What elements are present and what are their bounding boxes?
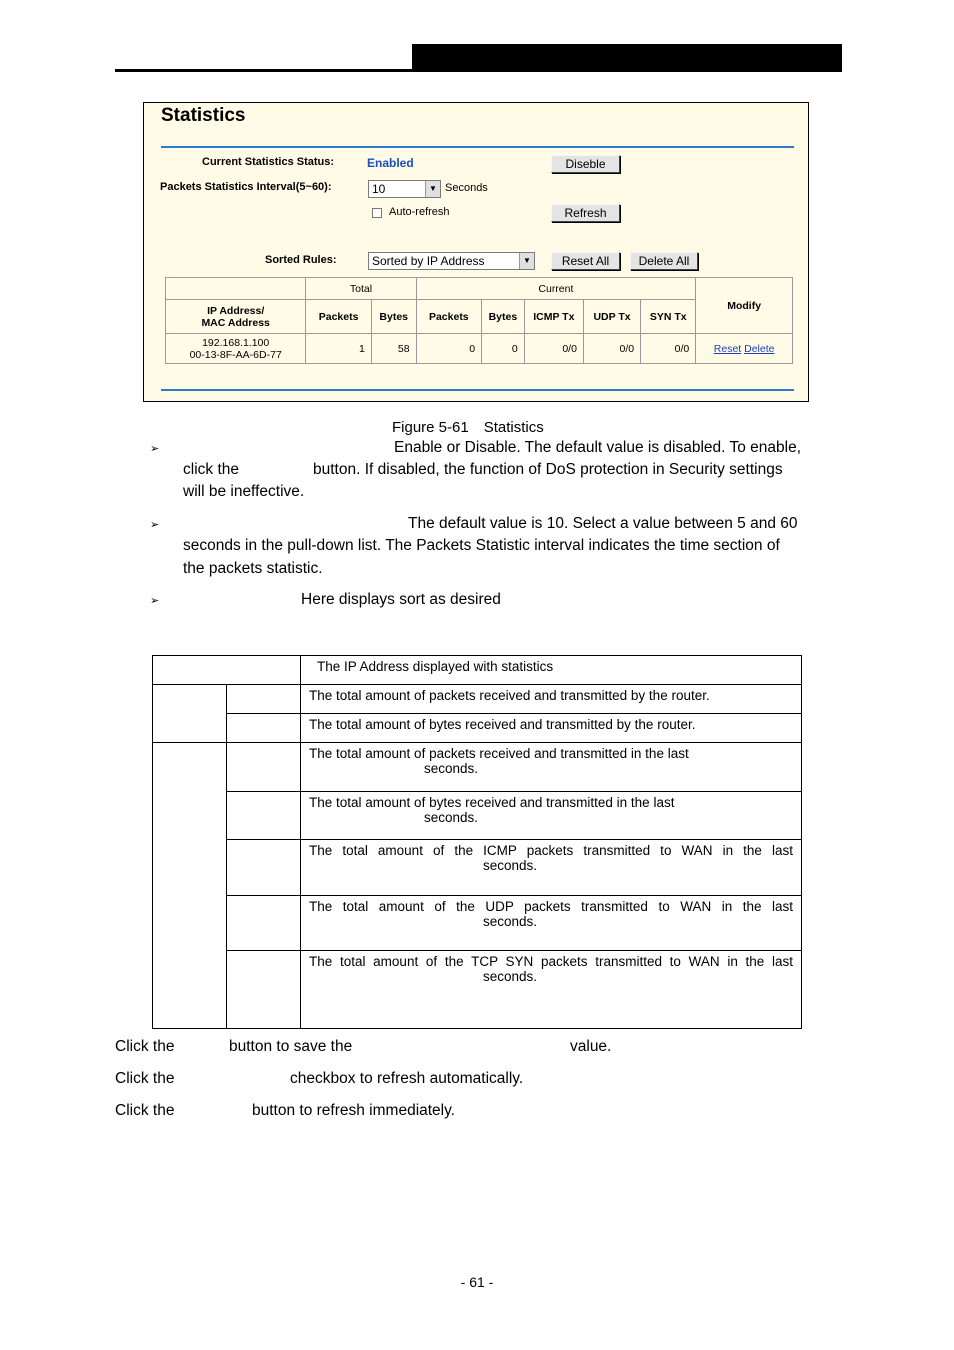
panel-title: Statistics [161, 105, 246, 126]
bullet-arrow-icon: ➢ [150, 443, 160, 455]
ip-header-line2: MAC Address [201, 316, 270, 329]
bottom-divider [161, 389, 794, 391]
udp-tx-header: UDP Tx [583, 300, 640, 334]
desc-key-icmp [227, 840, 301, 895]
desc-total-packets: The total amount of packets received and transmitted by the router. [301, 685, 802, 714]
delete-all-button[interactable]: Delete All [630, 252, 698, 270]
header-black-bar [412, 44, 842, 72]
desc-current-packets-l2: seconds. [424, 761, 479, 777]
desc-syn-l2: seconds. [483, 968, 538, 984]
auto-refresh-checkbox[interactable] [372, 208, 382, 218]
sorted-rules-value: Sorted by IP Address [372, 254, 485, 268]
ip-header-line1: IP Address/ [207, 304, 265, 317]
click1-b: button to save the [229, 1038, 353, 1055]
interval-select[interactable] [368, 180, 441, 198]
interval-unit: Seconds [445, 182, 488, 194]
total-bytes-cell: 58 [371, 334, 416, 364]
click1-c: value. [570, 1038, 612, 1055]
desc-ip: The IP Address displayed with statistics [301, 656, 802, 685]
current-packets-cell: 0 [416, 334, 482, 364]
desc-udp-l2: seconds. [483, 913, 538, 929]
desc-total-bytes: The total amount of bytes received and transmitted by the router. [301, 714, 802, 743]
para1-line1: Enable or Disable. The default value is disabled. To enable, [394, 439, 802, 456]
total-packets-cell: 1 [306, 334, 372, 364]
udp-tx-cell: 0/0 [583, 334, 640, 364]
figure-caption: Figure 5-61 Statistics [392, 419, 544, 436]
para1-line3: will be ineffective. [183, 483, 305, 500]
reset-link[interactable]: Reset [713, 342, 742, 355]
para1-line2a: click the [183, 461, 239, 478]
sorted-rules-label: Sorted Rules: [265, 254, 337, 266]
blank-header-cell [166, 278, 306, 300]
desc-icmp [301, 840, 802, 895]
current-bytes-cell: 0 [482, 334, 525, 364]
reset-all-button[interactable]: Reset All [551, 252, 620, 270]
para3-line1: Here displays sort as desired [301, 591, 501, 608]
desc-key-ip [153, 656, 301, 685]
table-row [166, 334, 793, 364]
desc-syn-l1: The total amount of the TCP SYN packets transmitted to WAN in the last [309, 953, 793, 969]
desc-icmp-l1: The total amount of the ICMP packets transmitted to WAN in the last [309, 843, 793, 859]
ip-mac-cell [166, 334, 306, 364]
sorted-rules-select[interactable] [368, 252, 535, 270]
desc-group-current [153, 743, 227, 1029]
delete-link[interactable]: Delete [744, 342, 775, 355]
click2-b: checkbox to refresh automatically. [290, 1070, 524, 1087]
click1-a: Click the [115, 1038, 175, 1055]
current-status-label: Current Statistics Status: [202, 156, 335, 168]
disable-button[interactable]: Diseble [551, 155, 620, 173]
desc-current-bytes [301, 792, 802, 840]
desc-key-total-packets [227, 685, 301, 714]
syn-tx-header: SYN Tx [641, 300, 696, 334]
current-bytes-header: Bytes [482, 300, 525, 334]
modify-header: Modify [696, 278, 793, 334]
desc-key-current-bytes [227, 792, 301, 840]
icmp-tx-header: ICMP Tx [524, 300, 583, 334]
chevron-down-icon: ▼ [519, 253, 534, 269]
desc-current-bytes-l2: seconds. [424, 810, 479, 826]
total-bytes-header: Bytes [371, 300, 416, 334]
interval-value: 10 [372, 182, 386, 196]
desc-current-packets-l1: The total amount of packets received and transmitted in the last [309, 746, 689, 762]
description-table [152, 655, 802, 1029]
auto-refresh-label: Auto-refresh [389, 206, 450, 218]
current-status-value: Enabled [367, 156, 414, 170]
interval-label: Packets Statistics Interval(5~60): [160, 181, 332, 193]
ip-mac-header [166, 300, 306, 334]
para2-line3: the packets statistic. [183, 560, 323, 577]
top-divider [161, 146, 794, 148]
click3-b: button to refresh immediately. [252, 1102, 456, 1119]
current-packets-header: Packets [416, 300, 482, 334]
total-packets-header: Packets [306, 300, 372, 334]
statistics-screenshot [143, 102, 809, 402]
refresh-button[interactable]: Refresh [551, 204, 620, 222]
mac-address: 00-13-8F-AA-6D-77 [189, 348, 282, 361]
page-number: - 61 - [460, 1274, 494, 1290]
total-group-header: Total [306, 278, 416, 300]
modify-cell [696, 334, 793, 364]
statistics-table [165, 277, 793, 364]
para2-line2: seconds in the pull-down list. The Packets Statistic interval indicates the time section of [183, 537, 780, 554]
para2-line1: The default value is 10. Select a value between 5 and 60 [408, 515, 798, 532]
desc-syn [301, 950, 802, 1028]
desc-current-bytes-l1: The total amount of bytes received and transmitted in the last [309, 795, 675, 811]
desc-group-total [153, 685, 227, 743]
desc-key-current-packets [227, 743, 301, 792]
current-group-header: Current [416, 278, 696, 300]
icmp-tx-cell: 0/0 [524, 334, 583, 364]
chevron-down-icon: ▼ [425, 181, 440, 197]
bullet-arrow-icon: ➢ [150, 595, 160, 607]
desc-key-syn [227, 950, 301, 1028]
click3-a: Click the [115, 1102, 175, 1119]
ip-address: 192.168.1.100 [202, 336, 270, 349]
desc-current-packets [301, 743, 802, 792]
bullet-arrow-icon: ➢ [150, 519, 160, 531]
desc-udp-l1: The total amount of the UDP packets transmitted to WAN in the last [309, 898, 793, 914]
click2-a: Click the [115, 1070, 175, 1087]
desc-key-udp [227, 895, 301, 950]
syn-tx-cell: 0/0 [641, 334, 696, 364]
desc-key-total-bytes [227, 714, 301, 743]
para1-line2b: button. If disabled, the function of DoS protection in Security settings [313, 461, 783, 478]
header-rule [115, 69, 842, 72]
desc-icmp-l2: seconds. [483, 858, 538, 874]
desc-udp [301, 895, 802, 950]
